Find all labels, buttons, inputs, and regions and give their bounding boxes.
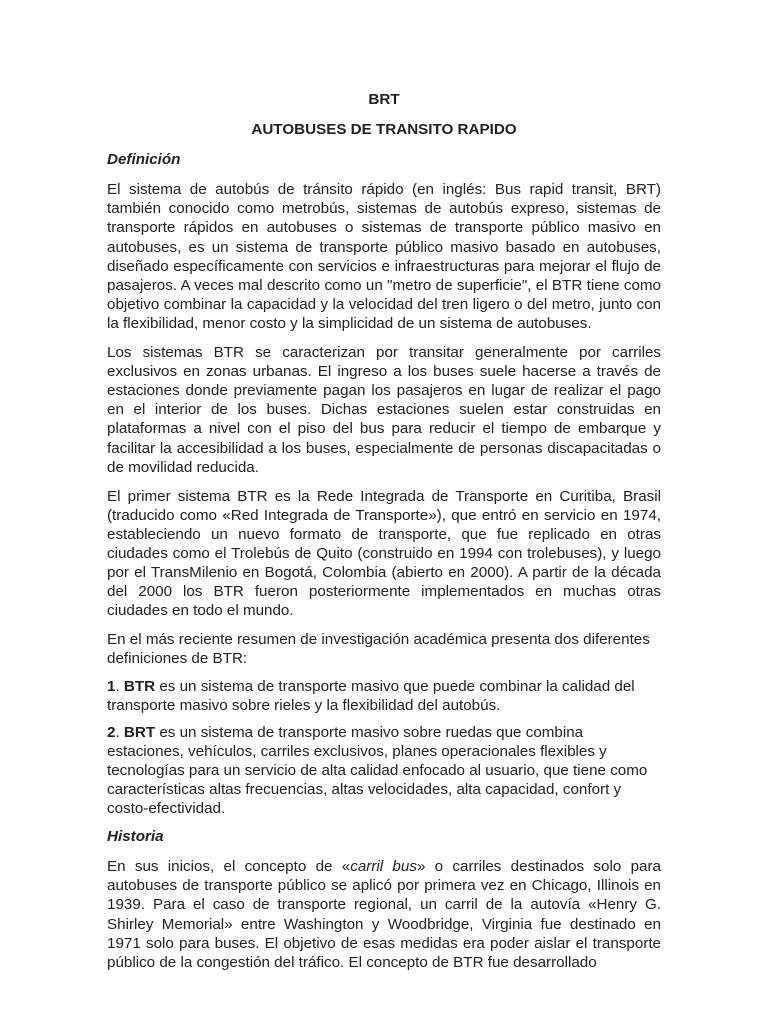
section-heading-definicion: Definición [107, 151, 181, 169]
paragraph-definicion-4: En el más reciente resumen de investigación académica presenta dos diferentes definiciones de BTR: [107, 631, 650, 668]
paragraph-historia-1 [107, 857, 661, 972]
definition-term: BTR [123, 677, 156, 695]
definition-text: es un sistema de transporte masivo sobre ruedas que combina estaciones, vehículos, carriles exclusivos, planes operacionales flexibles y tecnologías para un servicio de alta calidad enfocado al usuario, que tiene como características altas frecuencias, altas velocidades, alta capacidad, confort y costo-efectividad. [107, 723, 648, 818]
definition-term: BRT [123, 723, 156, 741]
document-subtitle: AUTOBUSES DE TRANSITO RAPIDO [251, 121, 517, 139]
historia-italic-term: carril bus [350, 858, 417, 876]
document-page [107, 88, 661, 972]
document-title: BRT [368, 91, 400, 108]
definition-item-2: 2. BRT es un sistema de transporte masivo sobre ruedas que combina estaciones, vehículos, carriles exclusivos, planes operacionales flexibles y tecnologías para un servicio de alta calidad enfocado al usuario, que tiene como características altas frecuencias, altas velocidades, alta capacidad, confort y costo-efectividad. [107, 723, 648, 818]
paragraph-definicion-2: Los sistemas BTR se caracterizan por transitar generalmente por carriles exclusivos en zonas urbanas. El ingreso a los buses suele hacerse a través de estaciones donde previamente pagan los pasajeros en lugar de realizar el pago en el interior de los buses. Dichas estaciones suelen estar construidas en plataformas a nivel con el piso del bus para reducir el tiempo de embarque y facilitar la accesibilidad a los buses, especialmente de personas discapacitadas o de movilidad reducida. [107, 344, 661, 476]
section-heading-historia: Historia [107, 828, 164, 846]
definition-number: 1 [107, 677, 116, 695]
paragraph-definicion-3: El primer sistema BTR es la Rede Integrada de Transporte en Curitiba, Brasil (traducido como «Red Integrada de Transporte»), que entró en servicio en 1974, estableciendo un nuevo formato de transporte, que fue replicado en otras ciudades como el Trolebús de Quito (construido en 1994 con trolebuses), y luego por el TransMilenio en Bogotá, Colombia (abierto en 2000). A partir de la década del 2000 los BTR fueron posteriormente implementados en muchas otras ciudades en todo el mundo. [107, 487, 661, 620]
paragraph-definicion-1: El sistema de autobús de tránsito rápido (en inglés: Bus rapid transit, BRT) también conocido como metrobús, sistemas de autobús expreso, sistemas de transporte rápidos en autobuses o sistemas de transporte público masivo en autobuses, es un sistema de transporte público masivo basado en autobuses, diseñado específicamente con servicios e infraestructuras para mejorar el flujo de pasajeros. A veces mal descrito como un "metro de superficie", el BTR tiene como objetivo combinar la capacidad y la velocidad del tren ligero o del metro, junto con la flexibilidad, menor costo y la simplicidad de un sistema de autobuses. [107, 181, 661, 332]
definition-item-1: 1. BTR es un sistema de transporte masivo que puede combinar la calidad del transporte masivo sobre rieles y la flexibilidad del autobús. [107, 677, 635, 714]
historia-text-start: En sus inicios, el concepto de « [107, 858, 351, 876]
definition-number: 2 [107, 723, 116, 741]
historia-text-rest: » o carriles destinados solo para autobuses de transporte público se aplicó por primera vez en Chicago, Illinois en 1939. Para el caso de transporte regional, un carril de la autovía «Henry G. Shirley Memorial» entre Washington y Woodbridge, Virginia fue destinado en 1971 solo para buses. El objetivo de esas medidas era poder aislar el transporte público de la congestión del tráfico. El concepto de BTR fue desarrollado [107, 858, 661, 971]
definition-text: es un sistema de transporte masivo que puede combinar la calidad del transporte masivo sobre rieles y la flexibilidad del autobús. [107, 677, 635, 714]
